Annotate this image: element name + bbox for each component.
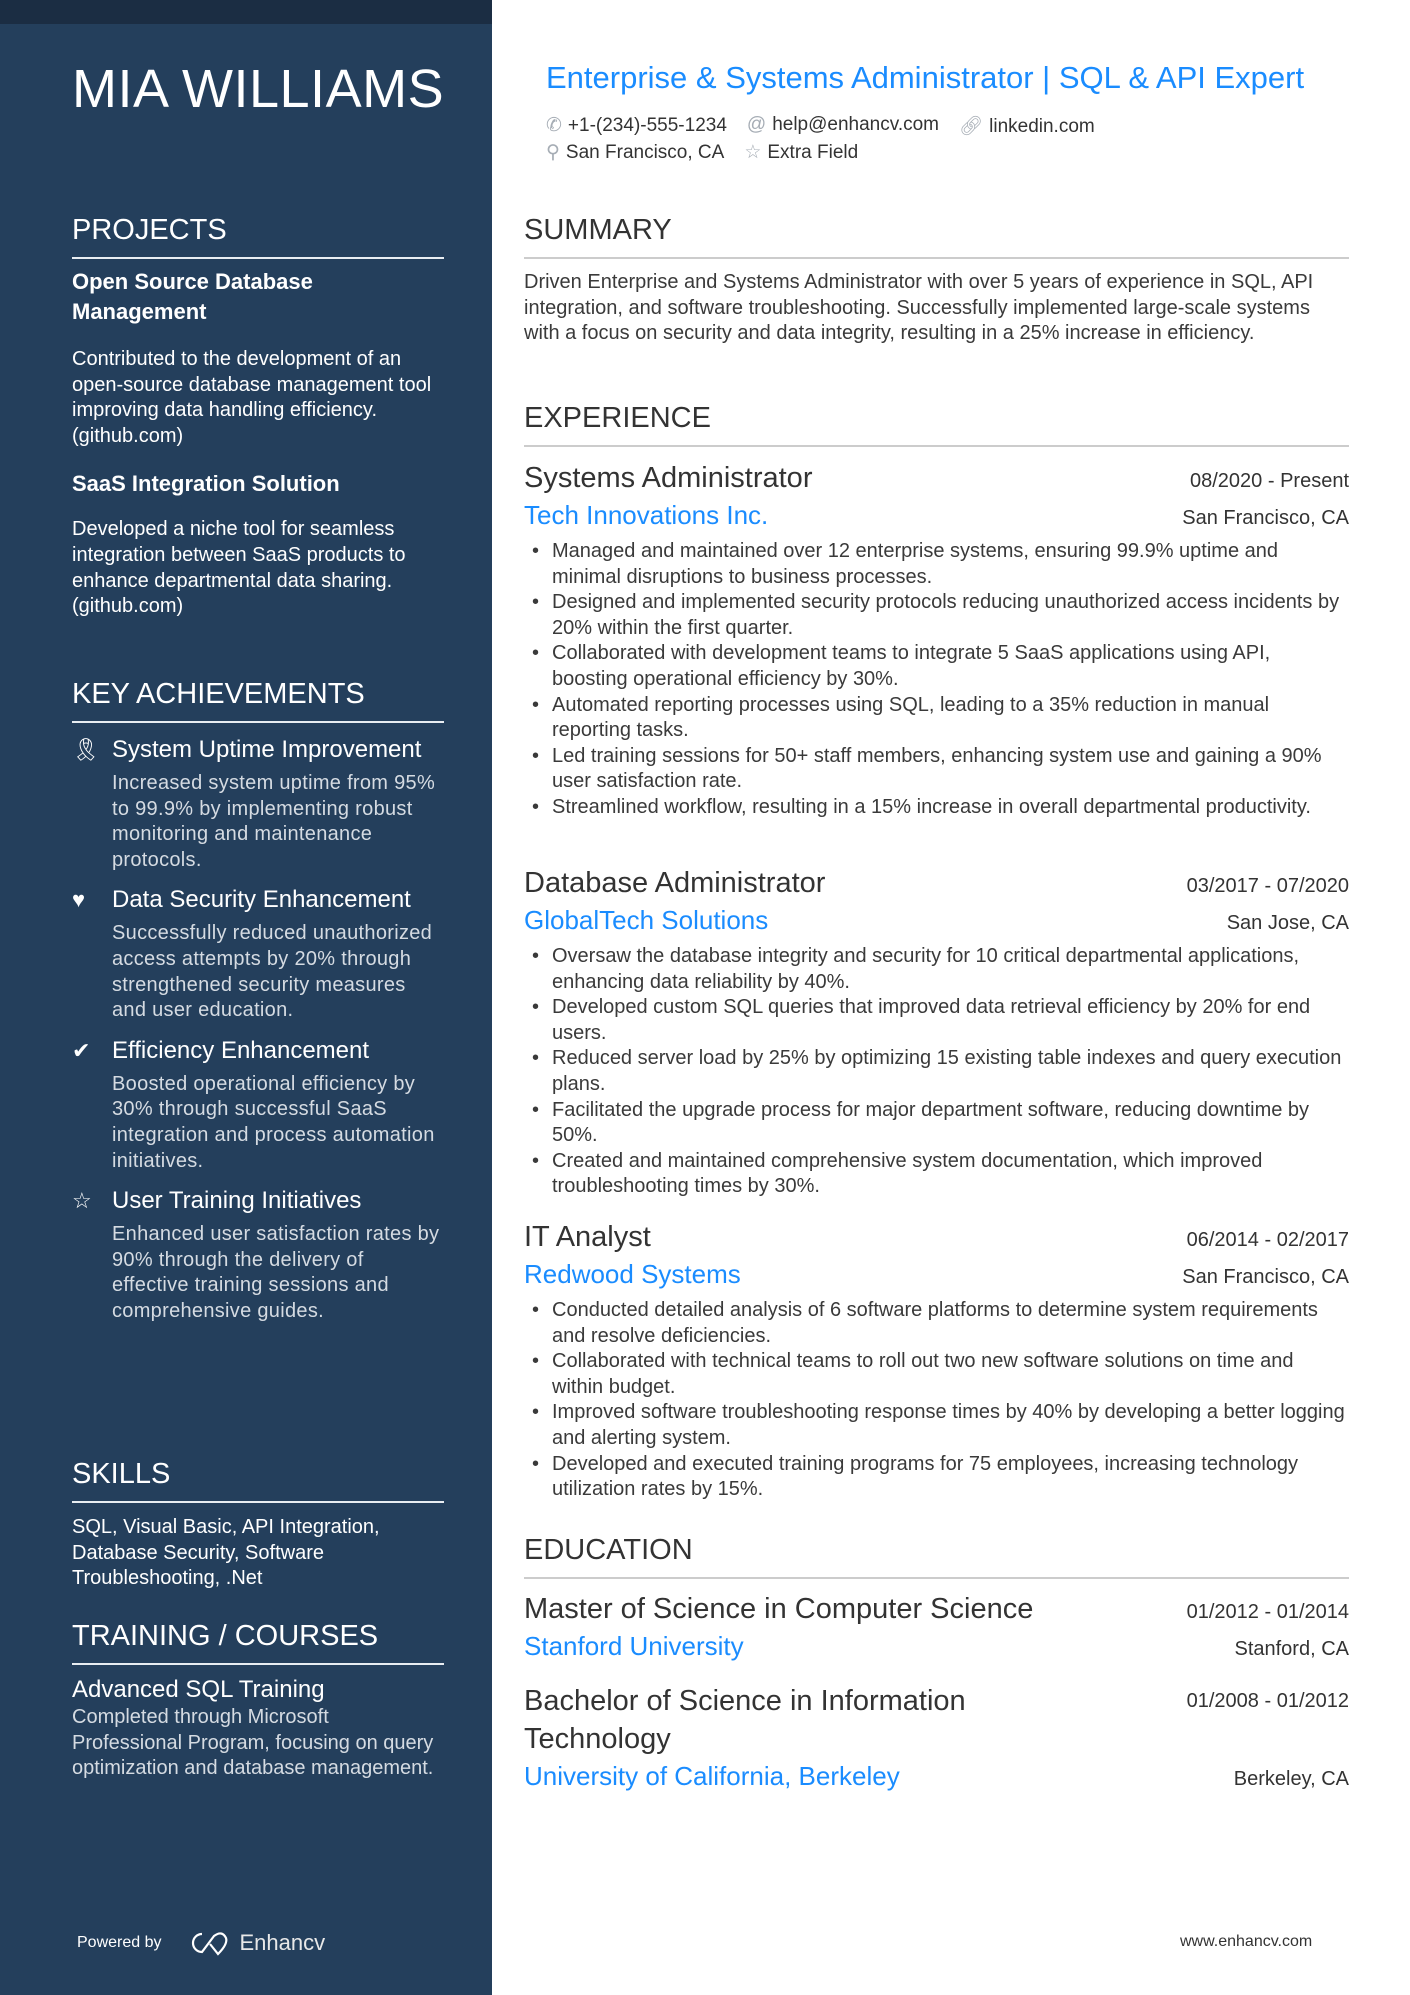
contact-email[interactable] [747, 114, 939, 138]
job-location: San Jose, CA [1226, 912, 1349, 934]
achievement-title: System Uptime Improvement [112, 736, 422, 763]
candidate-name: MIA WILLIAMS [72, 59, 445, 119]
job-title: Systems Administrator [524, 462, 813, 494]
edu-location: Stanford, CA [1234, 1638, 1349, 1660]
education-entry [524, 1590, 1349, 1664]
bullet: • Reduced server load by 25% by optimizing 15 existing table indexes and query execution plans. [552, 1046, 1349, 1097]
bullet: • Conducted detailed analysis of 6 software platforms to determine system requirements and resolve deficiencies. [552, 1298, 1349, 1349]
school-name: Stanford University [524, 1631, 744, 1661]
bullet: • Collaborated with development teams to integrate 5 SaaS applications using API, boosting operational efficiency by 30%. [552, 641, 1349, 692]
phone-icon: ✆ [546, 115, 562, 136]
award-icon: 🎗︎ [72, 737, 100, 762]
contact-row-2 [546, 141, 858, 164]
star-icon: ☆ [744, 142, 762, 163]
footer-url[interactable]: www.enhancv.com [1180, 1933, 1313, 1950]
job-entry [524, 459, 1349, 821]
company-name: GlobalTech Solutions [524, 905, 769, 935]
extra-text: Extra Field [767, 142, 859, 163]
edu-dates: 01/2012 - 01/2014 [1186, 1601, 1349, 1623]
job-dates: 08/2020 - Present [1190, 470, 1349, 492]
job-entry [524, 864, 1349, 1200]
achievement-title: Efficiency Enhancement [112, 1036, 370, 1064]
contact-location [546, 141, 724, 164]
degree: Bachelor of Science in Information Technology [524, 1685, 966, 1755]
achievement-desc: Successfully reduced unauthorized access attempts by 20% through strengthened security measures and user education. [112, 922, 433, 1022]
job-dates: 03/2017 - 07/2020 [1186, 875, 1349, 897]
job-entry [524, 1218, 1349, 1503]
training-heading: TRAINING / COURSES [72, 1620, 444, 1665]
star-icon: ☆ [72, 1188, 92, 1214]
achievement-desc: Enhanced user satisfaction rates by 90% through the delivery of effective training sessions and comprehensive guides. [112, 1223, 440, 1322]
link-text: linkedin.com [989, 116, 1095, 137]
enhancv-logo[interactable] [188, 1930, 326, 1956]
contact-row-1 [546, 114, 1095, 138]
edu-location: Berkeley, CA [1233, 1768, 1349, 1790]
school-name: University of California, Berkeley [524, 1761, 900, 1791]
bullet: • Collaborated with technical teams to roll out two new software solutions on time and within budget. [552, 1349, 1349, 1400]
projects-heading: PROJECTS [72, 214, 444, 259]
bullet: • Facilitated the upgrade process for major department software, reducing downtime by 50%. [552, 1098, 1349, 1149]
phone-text: +1-(234)-555-1234 [567, 115, 727, 136]
bullet: • Improved software troubleshooting response times by 40% by developing a better logging and alerting system. [552, 1400, 1349, 1451]
achievement-desc: Boosted operational efficiency by 30% through successful SaaS integration and process automation initiatives. [112, 1072, 435, 1172]
at-icon: @ [746, 114, 767, 135]
bullet: • Created and maintained comprehensive system documentation, which improved troubleshooting times by 30%. [552, 1149, 1349, 1200]
experience-heading: EXPERIENCE [524, 402, 1349, 447]
contact-extra [744, 141, 858, 164]
summary-text: Driven Enterprise and Systems Administrator with over 5 years of experience in SQL, API integration, and software troubleshooting. Successfully implemented large-scale systems with a focus on security and data integrity, resulting in a 25% increase in efficiency. [524, 271, 1314, 345]
bullet: • Managed and maintained over 12 enterprise systems, ensuring 99.9% uptime and minimal disruptions to business processes. [552, 539, 1349, 590]
achievement-desc: Increased system uptime from 95% to 99.9% by implementing robust monitoring and maintenance protocols. [112, 772, 436, 871]
degree: Master of Science in Computer Science [524, 1593, 1034, 1625]
powered-by-label: Powered by [77, 1934, 162, 1951]
projects-section [72, 214, 444, 620]
achievement-item [72, 885, 444, 1023]
company-name: Tech Innovations Inc. [524, 500, 769, 530]
enhancv-brand: Enhancv [239, 1930, 326, 1955]
bullet: • Streamlined workflow, resulting in a 15% increase in overall departmental productivity. [552, 795, 1349, 821]
company-name: Redwood Systems [524, 1259, 741, 1289]
sidebar [0, 0, 492, 1995]
achievement-title: User Training Initiatives [112, 1187, 362, 1215]
job-title: IT Analyst [524, 1221, 651, 1253]
powered-by [77, 1930, 325, 1956]
job-bullets [552, 944, 1349, 1200]
contact-link[interactable] [959, 114, 1095, 138]
project-title: SaaS Integration Solution [72, 471, 340, 497]
project-desc: Developed a niche tool for seamless integration between SaaS products to enhance departmental data sharing. (github.com) [72, 518, 406, 618]
email-text: help@enhancv.com [772, 114, 939, 135]
job-title: Database Administrator [524, 867, 826, 899]
achievement-item [72, 1036, 444, 1174]
skills-section [72, 1458, 444, 1592]
job-location: San Francisco, CA [1182, 507, 1349, 529]
job-bullets [552, 539, 1349, 821]
headline-title: Enterprise & Systems Administrator | SQL & API Expert [546, 60, 1305, 95]
job-location: San Francisco, CA [1182, 1266, 1349, 1288]
education-entry [524, 1682, 1349, 1794]
heart-icon: ♥ [72, 887, 86, 913]
education-heading: EDUCATION [524, 1534, 1349, 1579]
achievements-section [72, 678, 444, 1325]
project-desc: Contributed to the development of an open-source database management tool improving data handling efficiency. (github.com) [72, 348, 432, 447]
skills-heading: SKILLS [72, 1458, 444, 1503]
bullet: • Led training sessions for 50+ staff members, enhancing system use and gaining a 90% user satisfaction rate. [552, 744, 1349, 795]
sidebar-top-band [0, 0, 492, 24]
project-title: Open Source Database Management [72, 269, 313, 324]
skills-text: SQL, Visual Basic, API Integration, Database Security, Software Troubleshooting, .Net [72, 1516, 380, 1590]
bullet: • Developed and executed training programs for 75 employees, increasing technology utilization rates by 15%. [552, 1452, 1349, 1503]
contact-phone[interactable] [546, 114, 727, 138]
link-icon: 🔗︎ [959, 116, 984, 137]
job-bullets [552, 1298, 1349, 1503]
achievement-item [72, 735, 444, 873]
achievements-heading: KEY ACHIEVEMENTS [72, 678, 444, 723]
summary-heading: SUMMARY [524, 214, 1349, 259]
enhancv-logo-icon [188, 1930, 232, 1956]
job-dates: 06/2014 - 02/2017 [1186, 1229, 1349, 1251]
bullet: • Automated reporting processes using SQL, leading to a 35% reduction in manual reporting tasks. [552, 693, 1349, 744]
edu-dates: 01/2008 - 01/2012 [1186, 1690, 1349, 1712]
training-desc: Completed through Microsoft Professional Program, focusing on query optimization and database management. [72, 1706, 434, 1780]
training-title: Advanced SQL Training [72, 1676, 325, 1703]
achievement-item [72, 1186, 444, 1324]
achievement-title: Data Security Enhancement [112, 886, 411, 914]
location-pin-icon: ⚲ [546, 142, 560, 163]
training-section [72, 1620, 444, 1782]
bullet: • Developed custom SQL queries that improved data retrieval efficiency by 20% for end users. [552, 995, 1349, 1046]
check-icon: ✔ [72, 1037, 91, 1063]
location-text: San Francisco, CA [565, 142, 725, 163]
bullet: • Oversaw the database integrity and security for 10 critical departmental applications, enhancing data reliability by 40%. [552, 944, 1349, 995]
bullet: • Designed and implemented security protocols reducing unauthorized access incidents by 20% within the first quarter. [552, 590, 1349, 641]
